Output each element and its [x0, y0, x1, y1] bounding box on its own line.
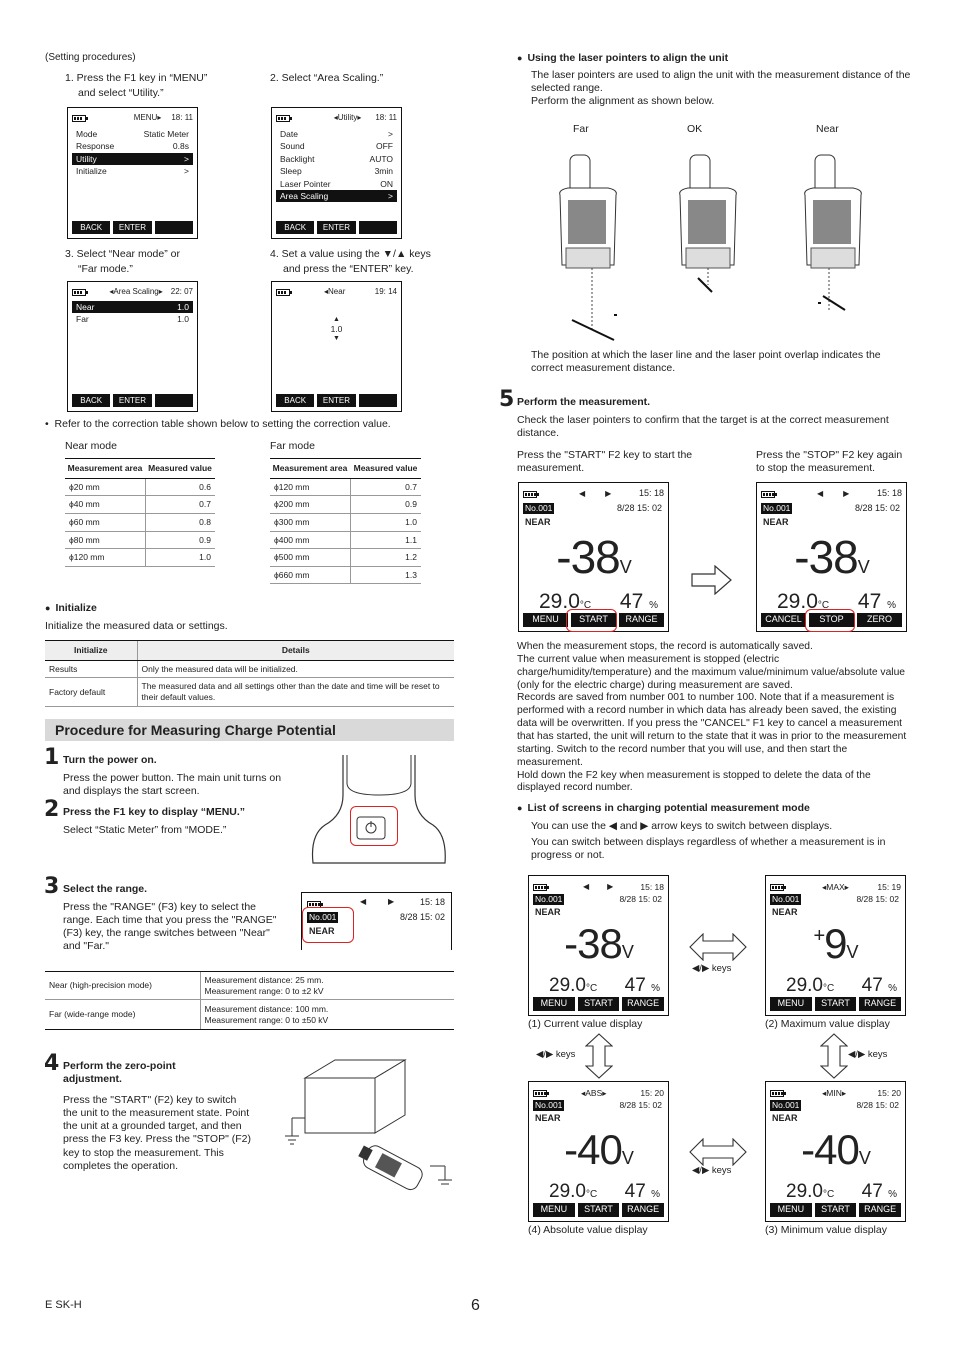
temperature-value: 29.0 [786, 975, 823, 996]
laser-label-ok: OK [687, 123, 703, 135]
laser-alignment-illustration [548, 150, 868, 342]
range-mode: NEAR [535, 1113, 561, 1123]
range-key: RANGE [622, 997, 664, 1011]
maximum-value-screen [765, 875, 906, 1016]
table-cell: The measured data and all settings other than the date and time will be reset to their default values. [137, 678, 454, 706]
table-row [45, 972, 454, 1000]
battery-icon [761, 491, 775, 498]
table-cell: ϕ120 mm [65, 549, 145, 567]
range-key: RANGE [622, 1203, 664, 1217]
table-cell: Factory default [45, 678, 137, 706]
stop-key-highlight [805, 609, 855, 632]
range-key: RANGE [859, 997, 901, 1011]
right-arrow-icon [691, 565, 733, 595]
setting-step-1: 1. Press the F1 key in “MENU” [65, 72, 208, 84]
table-cell: 0.9 [350, 496, 421, 514]
setting-step-3: 3. Select “Near mode” or [65, 248, 180, 260]
table-cell: ϕ20 mm [65, 478, 145, 496]
table-row [270, 549, 421, 567]
step-4-body: Press the "START" (F2) key to switch the unit to the measurement state. Point the unit at a grounded target, and then press the F3 key. Press the "STOP" (F2) key to stop the measurement. This completes the operation. [63, 1094, 251, 1172]
area-row-label: Far [76, 313, 89, 324]
table-cell: ϕ120 mm [270, 478, 350, 496]
menu-key: MENU [533, 1203, 575, 1217]
step-number: 2 [44, 797, 60, 822]
charge-value [529, 1124, 668, 1177]
left-arrow-icon: ◀ [360, 897, 367, 906]
initialize-heading [45, 602, 97, 615]
utility-row-label: Sound [280, 140, 305, 151]
procedure-title: Procedure for Measuring Charge Potential [45, 719, 454, 741]
humidity-unit: % [651, 983, 660, 994]
initialize-heading-text: Initialize [55, 602, 97, 614]
record-number: No.001 [763, 503, 791, 513]
temperature-unit: °C [585, 983, 598, 994]
area-row-label: Near [76, 301, 95, 312]
back-key: BACK [276, 221, 314, 234]
record-date: 8/28 15: 02 [856, 1100, 899, 1110]
screen-title: ◂Near [324, 287, 346, 296]
range-mode: NEAR [772, 907, 798, 917]
right-arrow-icon: ▶ [605, 489, 612, 498]
vertical-double-arrow-icon [585, 1033, 613, 1079]
setting-step-4-cont: and press the “ENTER” key. [283, 263, 414, 275]
screen-caption: (2) Maximum value display [765, 1018, 890, 1030]
record-number: No.001 [772, 894, 800, 904]
down-arrow-icon: ▼ [333, 335, 340, 342]
humidity-value: 47 [857, 590, 882, 613]
vertical-double-arrow-icon [820, 1033, 848, 1079]
table-cell: Results [45, 660, 137, 678]
screen-title: ◂Area Scaling▸ [109, 287, 163, 296]
step-2-body: Select “Static Meter” from “MODE.” [63, 824, 227, 836]
temperature-unit: °C [822, 1189, 835, 1200]
menu-row-value: Static Meter [143, 128, 189, 139]
range-mode: NEAR [525, 517, 551, 527]
stop-key: STOP [809, 613, 854, 627]
table-header: Measured value [145, 459, 215, 479]
screen-time: 15: 19 [877, 881, 901, 892]
list-screens-line2: You can switch between displays regardless of whether a measurement is in progress or not. [531, 836, 886, 862]
screen-time: 15: 18 [638, 488, 664, 499]
step-5-body: Check the laser pointers to confirm that the target is at the correct measurement distance. [517, 414, 889, 440]
table-cell: ϕ660 mm [270, 566, 350, 584]
menu-key: MENU [770, 1203, 812, 1217]
utility-row-value: AUTO [369, 153, 393, 164]
blank-key [359, 394, 397, 407]
battery-icon [533, 884, 547, 891]
absolute-value-screen [528, 1081, 669, 1222]
far-mode-table [270, 458, 421, 584]
area-scaling-screen [67, 281, 198, 412]
humidity [625, 974, 660, 998]
power-button-highlight [350, 806, 398, 846]
utility-row-value: ON [380, 178, 393, 189]
current-value-screen [528, 875, 669, 1016]
keys-label: ◀/▶ keys [692, 963, 732, 974]
table-row [45, 678, 454, 706]
laser-label-far: Far [573, 123, 589, 135]
screen-time: 15: 18 [876, 488, 902, 499]
temperature-value: 29.0 [549, 1181, 586, 1202]
menu-row-value: > [184, 165, 189, 176]
utility-row-value: OFF [376, 140, 393, 151]
left-arrow-icon: ◀ [579, 489, 586, 498]
stop-caption: Press the "STOP" F2 key again to stop the measurement. [756, 449, 903, 475]
menu-row-label: Response [76, 140, 115, 151]
temperature-value: 29.0 [539, 590, 580, 613]
screen-time: 15: 20 [640, 1087, 664, 1098]
initialize-table [45, 640, 454, 707]
humidity [858, 589, 896, 615]
table-cell: ϕ400 mm [270, 531, 350, 549]
table-header: Measurement area [270, 459, 350, 479]
setting-step-1-cont: and select “Utility.” [78, 87, 164, 99]
screen-title: MENU▸ [133, 113, 162, 122]
humidity-value: 47 [624, 1181, 646, 1202]
battery-icon [276, 115, 290, 122]
laser-heading [517, 52, 728, 65]
range-mode: NEAR [763, 517, 789, 527]
humidity [862, 1180, 897, 1204]
area-row-value: 1.0 [177, 313, 189, 324]
battery-icon [276, 289, 290, 296]
range-table [45, 971, 454, 1030]
step-2-title: Press the F1 key to display “MENU.” [63, 806, 246, 818]
temperature-value: 29.0 [549, 975, 586, 996]
start-key: START [571, 613, 616, 627]
menu-row-label: Mode [76, 128, 98, 139]
charge-number: -38 [794, 531, 858, 583]
humidity-value: 47 [861, 1181, 883, 1202]
charge-value [757, 529, 906, 587]
record-number: No.001 [535, 1100, 563, 1110]
utility-screen [271, 107, 402, 239]
table-cell: 1.0 [145, 549, 215, 567]
right-arrow-icon: ▶ [607, 882, 614, 891]
record-number: No.001 [309, 912, 337, 922]
record-date: 8/28 15: 02 [399, 912, 445, 922]
menu-key: MENU [533, 997, 575, 1011]
record-number: No.001 [772, 1100, 800, 1110]
table-cell: ϕ80 mm [65, 531, 145, 549]
start-key: START [815, 1203, 857, 1217]
record-date: 8/28 15: 02 [616, 503, 662, 513]
table-row [65, 513, 215, 531]
menu-row-value: 0.8s [172, 140, 189, 151]
table-header: Initialize [45, 641, 137, 661]
zero-key: ZERO [857, 613, 902, 627]
left-arrow-icon: ◀ [583, 882, 590, 891]
table-cell: 1.1 [350, 531, 421, 549]
keys-label: ◀/▶ keys [692, 1165, 732, 1176]
table-row [45, 660, 454, 678]
range-limit: Measurement range: 0 to ±2 kV [204, 985, 324, 996]
step-number: 3 [44, 874, 60, 899]
utility-row-label: Date [280, 128, 298, 139]
battery-icon [72, 115, 86, 122]
laser-label-near: Near [816, 123, 839, 135]
table-row [270, 566, 421, 584]
screen-caption: (4) Absolute value display [528, 1224, 648, 1236]
humidity [862, 974, 897, 998]
charge-unit: V [846, 942, 858, 962]
keys-label: ◀/▶ keys [848, 1049, 888, 1060]
charge-sign: + [813, 925, 825, 947]
table-cell: ϕ500 mm [270, 549, 350, 567]
near-mode-table [65, 458, 215, 567]
record-date: 8/28 15: 02 [619, 1100, 662, 1110]
temperature-unit: °C [822, 983, 835, 994]
utility-row-label: Sleep [280, 165, 302, 176]
display-tag: ◂MIN▸ [822, 1087, 847, 1098]
setting-step-4: 4. Set a value using the ▼/▲ keys [270, 248, 431, 260]
screen-time: 19: 14 [374, 287, 397, 296]
charge-number: -38 [564, 920, 622, 967]
back-key: BACK [72, 394, 110, 407]
temperature-unit: °C [817, 600, 830, 611]
left-arrow-icon: ◀ [817, 489, 824, 498]
charge-number: -38 [556, 531, 620, 583]
battery-icon [770, 884, 784, 891]
area-row-value: 1.0 [177, 301, 189, 312]
screen-time: 22: 07 [170, 287, 193, 296]
range-mode: NEAR [772, 1113, 798, 1123]
blank-key [155, 394, 193, 407]
utility-row-label: Backlight [280, 153, 315, 164]
table-cell: ϕ300 mm [270, 513, 350, 531]
step-4-title: Perform the zero-point adjustment. [63, 1060, 176, 1086]
screen-time: 15: 20 [877, 1087, 901, 1098]
range-distance: Measurement distance: 100 mm. [204, 1004, 329, 1015]
humidity-value: 47 [624, 975, 646, 996]
utility-row-label: Area Scaling [280, 190, 329, 201]
step-3-body: Press the "RANGE" (F3) key to select the range. Each time that you press the "RANGE" (F3) key, the range switches between "Near" and "Far." [63, 901, 277, 953]
step-number: 4 [44, 1051, 60, 1076]
laser-heading-text: Using the laser pointers to align the unit [527, 52, 729, 64]
temperature-unit: °C [585, 1189, 598, 1200]
table-row [65, 531, 215, 549]
screen-caption: (1) Current value display [528, 1018, 643, 1030]
charge-unit: V [858, 1148, 870, 1168]
start-key: START [578, 997, 620, 1011]
temperature-value: 29.0 [777, 590, 818, 613]
humidity-unit: % [649, 600, 658, 611]
range-key: RANGE [619, 613, 664, 627]
up-arrow-icon: ▲ [333, 316, 340, 323]
horizontal-double-arrow-icon [689, 1138, 747, 1166]
display-tag: ◂MAX▸ [822, 881, 849, 892]
list-screens-line1: You can use the ◀ and ▶ arrow keys to switch between displays. [531, 820, 833, 832]
record-date: 8/28 15: 02 [856, 894, 899, 904]
temperature-unit: °C [579, 600, 592, 611]
start-caption: Press the "START" F2 key to start the measurement. [517, 449, 693, 475]
table-cell: 1.3 [350, 566, 421, 584]
battery-icon [523, 491, 537, 498]
temperature [786, 1180, 834, 1204]
table-header: Measurement area [65, 459, 145, 479]
horizontal-double-arrow-icon [689, 933, 747, 961]
laser-desc-2: Perform the alignment as shown below. [531, 95, 715, 107]
menu-key: MENU [523, 613, 568, 627]
enter-key: ENTER [317, 221, 355, 234]
table-header: Measured value [350, 459, 421, 479]
record-number: No.001 [525, 503, 553, 513]
table-cell: 0.9 [145, 531, 215, 549]
keys-label: ◀/▶ keys [536, 1049, 576, 1060]
record-date: 8/28 15: 02 [619, 894, 662, 904]
page-number: 6 [471, 1297, 480, 1314]
table-cell: 1.0 [350, 513, 421, 531]
near-mode-label: Near mode [65, 440, 117, 452]
laser-note: The position at which the laser line and the laser point overlap indicates the correct measurement distance. [531, 349, 881, 375]
step-number: 1 [44, 745, 60, 770]
menu-screen [67, 107, 198, 239]
utility-row-value: > [388, 128, 393, 139]
step-1-body: Press the power button. The main unit turns on and displays the start screen. [63, 772, 282, 798]
start-key: START [815, 997, 857, 1011]
charge-unit: V [621, 942, 633, 962]
refer-note: • Refer to the correction table shown below to setting the correction value. [45, 418, 391, 430]
footer-code: E SK-H [45, 1299, 82, 1311]
charge-value [529, 918, 668, 971]
humidity-value: 47 [619, 590, 644, 613]
table-row [65, 478, 215, 496]
table-cell: 0.7 [350, 478, 421, 496]
initialize-desc: Initialize the measured data or settings. [45, 620, 228, 632]
table-row [270, 496, 421, 514]
blank-key [155, 221, 193, 234]
table-cell: Only the measured data will be initialized. [137, 660, 454, 678]
screen-time: 18: 11 [375, 113, 397, 122]
humidity [625, 1180, 660, 1204]
near-value-screen [271, 281, 402, 412]
back-key: BACK [276, 394, 314, 407]
charge-number: -40 [564, 1126, 622, 1173]
step-5-title: Perform the measurement. [517, 396, 651, 408]
humidity-unit: % [651, 1189, 660, 1200]
charge-unit: V [619, 557, 631, 577]
record-number: No.001 [535, 894, 563, 904]
table-cell: 1.2 [350, 549, 421, 567]
humidity-unit: % [888, 1189, 897, 1200]
setting-step-3-cont: “Far mode.” [78, 263, 133, 275]
charge-unit: V [857, 557, 869, 577]
step-number: 5 [499, 387, 515, 412]
screen-time: 18: 11 [171, 113, 193, 122]
utility-row-label: Laser Pointer [280, 178, 331, 189]
table-header: Details [137, 641, 454, 661]
table-row [270, 513, 421, 531]
table-row [270, 531, 421, 549]
table-row [65, 496, 215, 514]
start-key: START [578, 1203, 620, 1217]
table-cell: 0.8 [145, 513, 215, 531]
charge-value [766, 1124, 905, 1177]
minimum-value-screen [765, 1081, 906, 1222]
list-screens-heading-text: List of screens in charging potential measurement mode [527, 802, 810, 814]
table-cell: ϕ40 mm [65, 496, 145, 514]
charge-unit: V [621, 1148, 633, 1168]
temperature [786, 974, 834, 998]
table-cell: 0.6 [145, 478, 215, 496]
screen-time: 15: 18 [419, 897, 445, 907]
menu-row-value: > [184, 153, 189, 164]
humidity-unit: % [888, 983, 897, 994]
laser-desc: The laser pointers are used to align the unit with the measurement distance of the selected range. [531, 69, 911, 95]
blank-key [359, 221, 397, 234]
table-cell: ϕ60 mm [65, 513, 145, 531]
menu-key: MENU [770, 997, 812, 1011]
range-distance: Measurement distance: 25 mm. [204, 975, 324, 985]
right-arrow-icon: ▶ [388, 897, 395, 906]
menu-row-label: Utility [76, 153, 97, 164]
humidity [620, 589, 658, 615]
after-stop-text: When the measurement stops, the record is automatically saved. The current value when measurement is stopped (electric charge/humidity/temperature) and the maximum value/minimum value/absolute value (only for the electric charge) during measurement are saved. Records are saved from number 001 to number 100. Note that if a measurement is performed with a record number in which data has already been saved, the existing data will be overwritten. If you press the "CANCEL" F1 key to cancel a measurement that has started, the unit will return to the state that it was in prior to the measurement starting. Switch to the record number that you will use, and then start the measurement. Hold down the F2 key when measurement is stopped to delete the data of the displayed record number. [517, 641, 907, 794]
start-key-highlight [566, 609, 617, 632]
list-screens-heading [517, 802, 810, 815]
table-row [45, 1000, 454, 1030]
range-limit: Measurement range: 0 to ±50 kV [204, 1014, 329, 1025]
humidity-value: 47 [861, 975, 883, 996]
right-arrow-icon: ▶ [843, 489, 850, 498]
record-date: 8/28 15: 02 [854, 503, 900, 513]
menu-row-label: Initialize [76, 165, 107, 176]
table-row [270, 478, 421, 496]
step-3-title: Select the range. [63, 883, 148, 895]
enter-key: ENTER [113, 394, 151, 407]
back-key: BACK [72, 221, 110, 234]
range-mode: NEAR [309, 926, 335, 936]
battery-icon [72, 289, 86, 296]
far-mode-label: Far mode [270, 440, 315, 452]
temperature-value: 29.0 [786, 1181, 823, 1202]
charge-value [519, 529, 668, 587]
temperature [549, 1180, 597, 1204]
enter-key: ENTER [113, 221, 151, 234]
battery-icon [533, 1090, 547, 1097]
step-1-title: Turn the power on. [63, 754, 157, 766]
utility-row-value: 3min [374, 165, 393, 176]
setting-procedures-label: (Setting procedures) [45, 52, 136, 63]
charge-number: 9 [824, 920, 847, 967]
charge-value [766, 918, 905, 971]
zero-point-illustration [280, 1058, 455, 1198]
utility-row-value: > [388, 190, 393, 201]
humidity-unit: % [887, 600, 896, 611]
screen-time: 15: 18 [640, 881, 664, 892]
screen-caption: (3) Minimum value display [765, 1224, 887, 1236]
table-cell: 0.7 [145, 496, 215, 514]
temperature [549, 974, 597, 998]
display-tag: ◂ABS▸ [581, 1087, 607, 1098]
near-value: 1.0 [330, 324, 343, 334]
screen-title: ◂Utility▸ [333, 113, 362, 122]
table-cell: ϕ200 mm [270, 496, 350, 514]
range-highlight [302, 907, 354, 943]
cancel-key: CANCEL [761, 613, 806, 627]
battery-icon [770, 1090, 784, 1097]
enter-key: ENTER [317, 394, 355, 407]
range-key: RANGE [859, 1203, 901, 1217]
refer-note-text: Refer to the correction table shown below to setting the correction value. [54, 418, 391, 430]
table-row [65, 549, 215, 567]
setting-step-2: 2. Select “Area Scaling.” [270, 72, 384, 84]
range-mode: NEAR [535, 907, 561, 917]
table-cell: Far (wide-range mode) [45, 1000, 200, 1030]
table-cell: Near (high-precision mode) [45, 972, 200, 1000]
charge-number: -40 [801, 1126, 859, 1173]
